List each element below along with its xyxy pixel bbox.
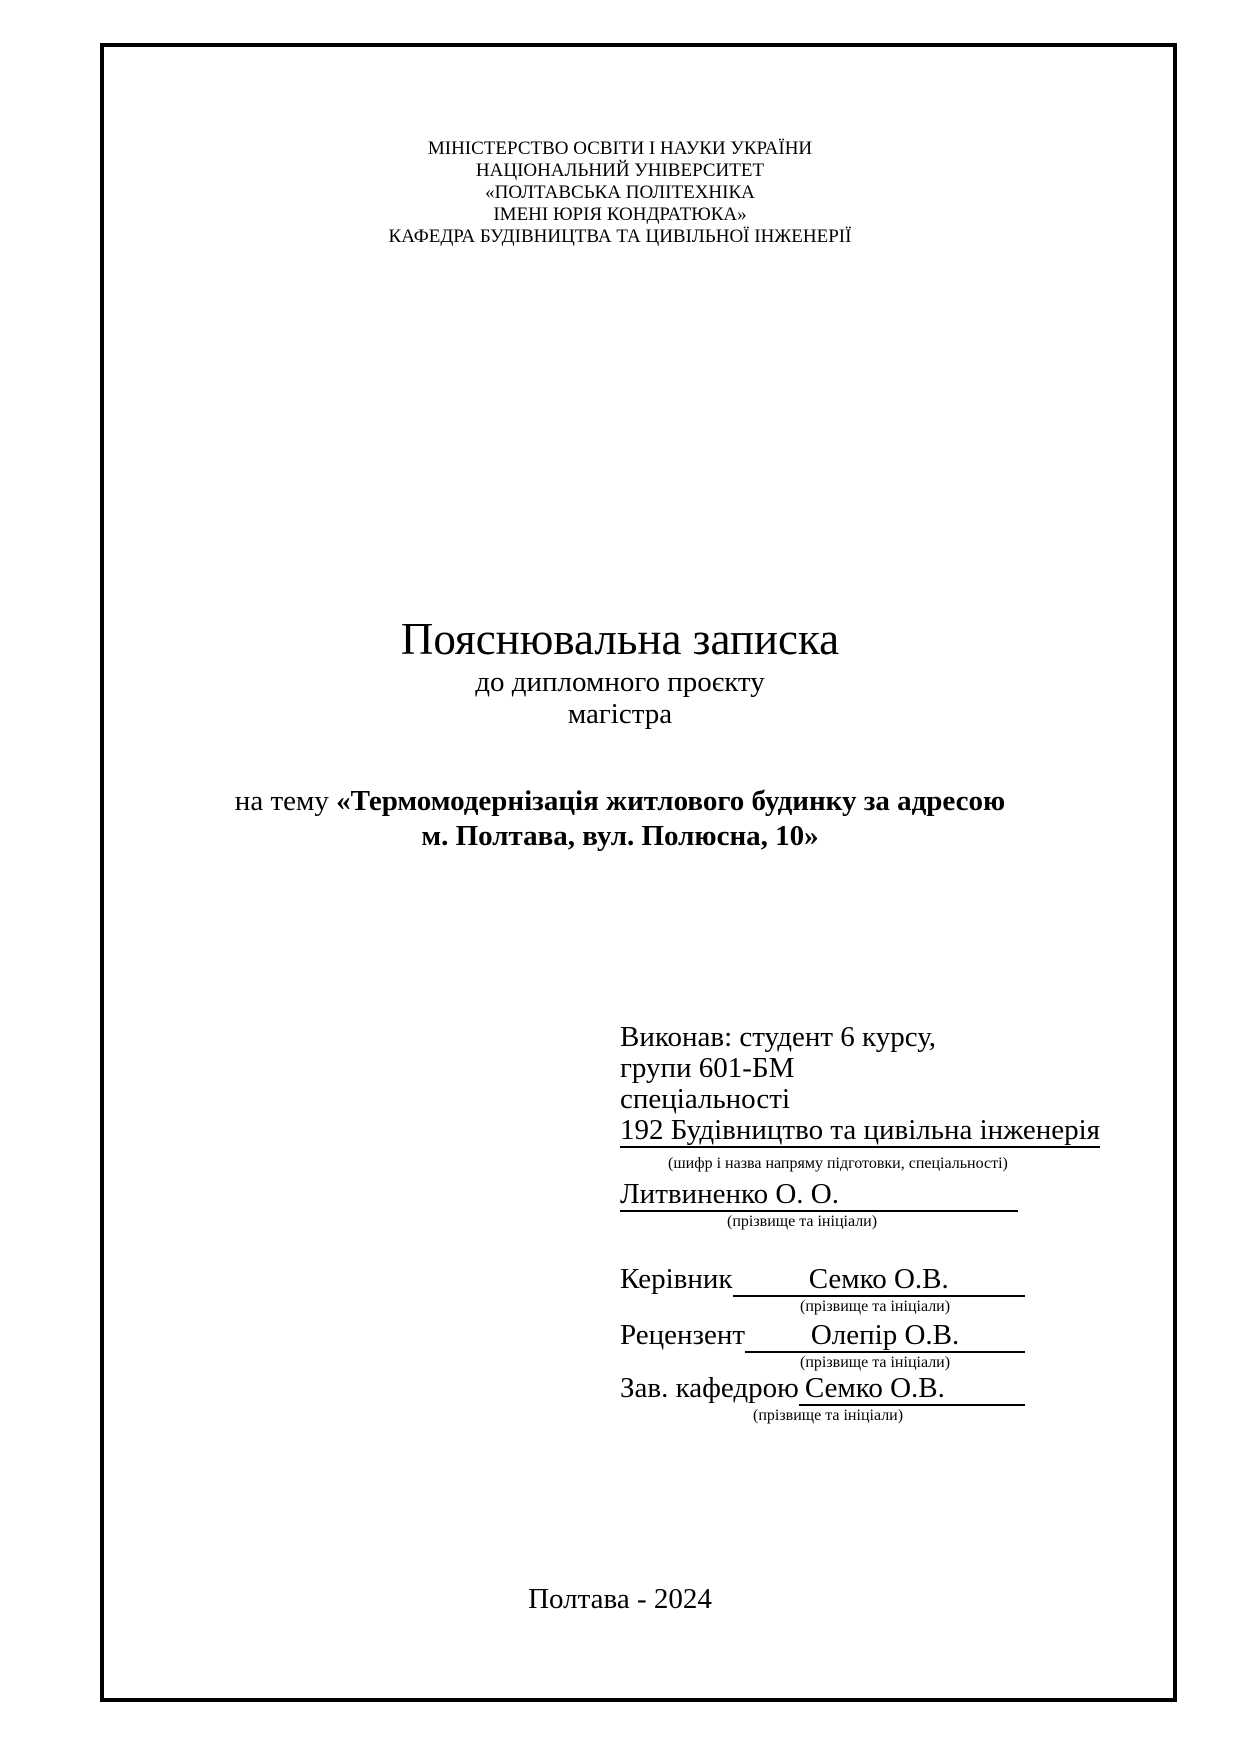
supervisor-name: Семко О.В. [733, 1264, 1026, 1297]
topic-title-part2: м. Полтава, вул. Полюсна, 10» [421, 820, 819, 852]
university-header [0, 138, 1240, 248]
thesis-topic [0, 784, 1240, 854]
specialty-value: 192 Будівництво та цивільна інженерія [620, 1114, 1101, 1146]
reviewer-label: Рецензент [620, 1319, 746, 1351]
subtitle-line-2: магістра [567, 698, 673, 730]
university-name-line2: ІМЕНІ ЮРІЯ КОНДРАТЮКА» [493, 204, 747, 225]
specialty-caption: (шифр і назва напряму підготовки, спеціальності) [668, 1155, 1008, 1172]
document-subtitle [0, 666, 1240, 730]
page-border [100, 43, 1177, 1702]
university-name-line1: «ПОЛТАВСЬКА ПОЛІТЕХНІКА [485, 182, 755, 203]
topic-title-part1: «Термомодернізація житлового будинку за адресою [336, 785, 1006, 817]
reviewer-name: Олепір О.В. [745, 1320, 1025, 1353]
performer-name-line [620, 1174, 1090, 1212]
supervisor-row [620, 1264, 1025, 1297]
supervisor-label: Керівник [620, 1263, 733, 1295]
ministry-line: МІНІСТЕРСТВО ОСВІТИ І НАУКИ УКРАЇНИ [427, 138, 813, 159]
department-line: КАФЕДРА БУДІВНИЦТВА ТА ЦИВІЛЬНОЇ ІНЖЕНЕРІЇ [388, 226, 852, 247]
performer-line-1: Виконав: студент 6 курсу, [620, 1021, 937, 1053]
subtitle-line-1: до дипломного проєкту [475, 666, 765, 698]
topic-line-1 [0, 784, 1240, 819]
head-of-department-name: Семко О.В. [799, 1373, 1025, 1406]
performer-name-caption: (прізвище та ініціали) [727, 1213, 878, 1230]
supervisor-caption: (прізвище та ініціали) [800, 1298, 951, 1315]
reviewer-caption: (прізвище та ініціали) [800, 1354, 951, 1371]
reviewer-row [620, 1320, 1025, 1353]
city-year-line: Полтава - 2024 [528, 1583, 712, 1615]
university-line: НАЦІОНАЛЬНИЙ УНІВЕРСИТЕТ [475, 160, 765, 181]
document-title: Пояснювальна записка [400, 614, 840, 664]
head-of-department-row [620, 1373, 1025, 1406]
head-of-department-label: Зав. кафедрою [620, 1372, 799, 1404]
head-of-department-caption: (прізвище та ініціали) [753, 1407, 904, 1424]
performer-name: Литвиненко О. О. [620, 1179, 1018, 1212]
specialty-line [620, 1114, 1101, 1148]
performer-line-2: групи 601-БМ [620, 1052, 795, 1084]
performer-and-signatures-block [620, 1021, 1101, 1426]
performer-line-3: спеціальності [620, 1083, 791, 1115]
topic-prefix: на тему [234, 785, 337, 817]
